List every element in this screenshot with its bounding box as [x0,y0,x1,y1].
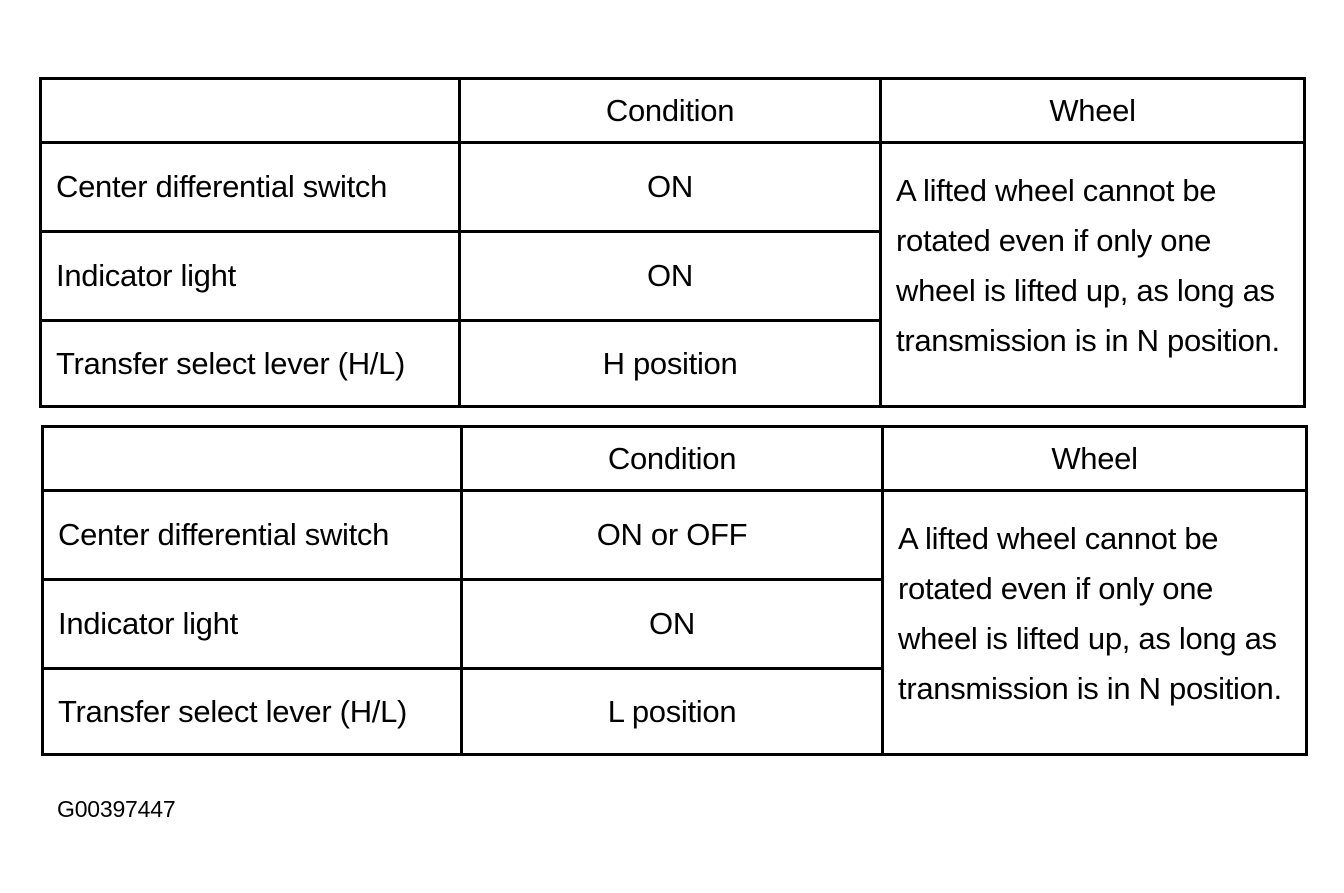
row-condition: ON [462,580,883,669]
row-label: Indicator light [41,232,460,321]
header-wheel: Wheel [883,427,1307,491]
row-label: Indicator light [43,580,462,669]
condition-table-h-position [39,77,1306,408]
row-condition: ON or OFF [462,491,883,580]
table-row [41,143,1305,232]
wheel-description: A lifted wheel cannot be rotated even if only one wheel is lifted up, as long as transmission is in N position. [883,491,1307,755]
row-condition: ON [460,143,881,232]
row-label: Center differential switch [41,143,460,232]
condition-table-l-position [41,425,1308,756]
table-row [43,491,1307,580]
header-blank [43,427,462,491]
table-header-row [41,79,1305,143]
row-label: Transfer select lever (H/L) [41,321,460,407]
row-label: Center differential switch [43,491,462,580]
header-wheel: Wheel [881,79,1305,143]
row-condition: H position [460,321,881,407]
header-condition: Condition [462,427,883,491]
row-label: Transfer select lever (H/L) [43,669,462,755]
row-condition: L position [462,669,883,755]
wheel-description: A lifted wheel cannot be rotated even if only one wheel is lifted up, as long as transmission is in N position. [881,143,1305,407]
table-header-row [43,427,1307,491]
header-condition: Condition [460,79,881,143]
row-condition: ON [460,232,881,321]
header-blank [41,79,460,143]
figure-id: G00397447 [57,796,176,822]
